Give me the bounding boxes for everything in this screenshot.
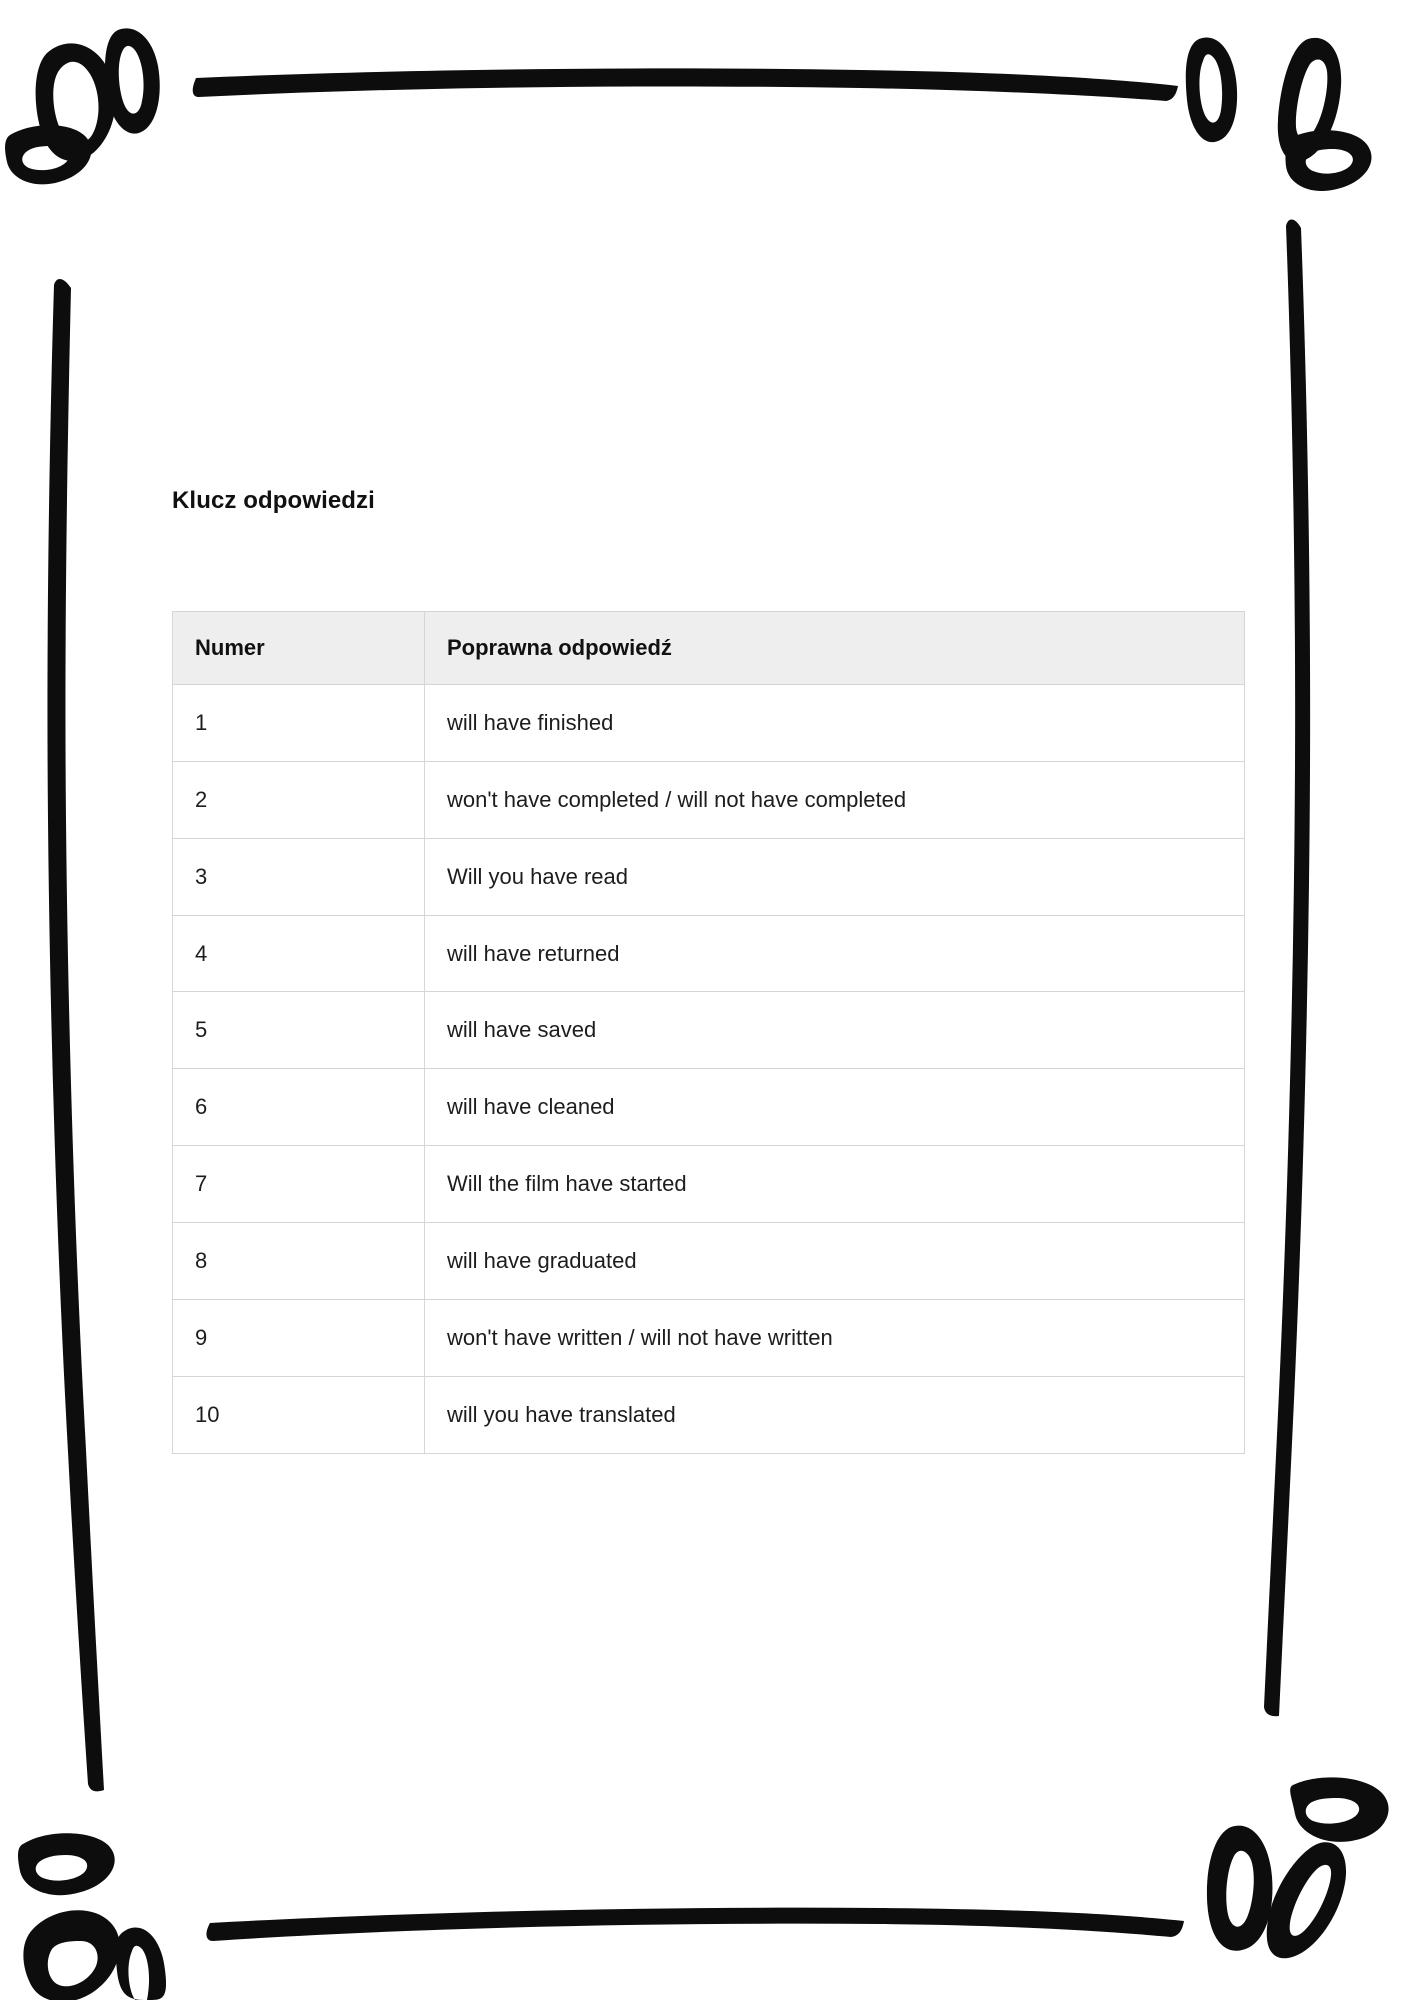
table-header [173, 612, 1245, 685]
cell-poprawna-odpowiedz: Will the film have started [425, 1146, 1245, 1223]
table-row [173, 761, 1245, 838]
cell-poprawna-odpowiedz: will have finished [425, 684, 1245, 761]
table-row [173, 1146, 1245, 1223]
table-row [173, 1376, 1245, 1453]
page-title: Klucz odpowiedzi [172, 487, 375, 514]
cell-numer: 1 [173, 684, 425, 761]
cell-poprawna-odpowiedz: will have cleaned [425, 1069, 1245, 1146]
table-body [173, 684, 1245, 1453]
answer-key-table [172, 611, 1245, 1454]
table-row [173, 915, 1245, 992]
table-row [173, 1069, 1245, 1146]
cell-poprawna-odpowiedz: Will you have read [425, 838, 1245, 915]
cell-poprawna-odpowiedz: won't have completed / will not have completed [425, 761, 1245, 838]
cell-numer: 3 [173, 838, 425, 915]
cell-numer: 2 [173, 761, 425, 838]
table-row [173, 838, 1245, 915]
table-row [173, 1300, 1245, 1377]
cell-numer: 10 [173, 1376, 425, 1453]
cell-numer: 7 [173, 1146, 425, 1223]
column-header-numer: Numer [173, 612, 425, 685]
cell-numer: 8 [173, 1223, 425, 1300]
cell-poprawna-odpowiedz: will you have translated [425, 1376, 1245, 1453]
table-row [173, 992, 1245, 1069]
table-header-row [173, 612, 1245, 685]
cell-poprawna-odpowiedz: will have returned [425, 915, 1245, 992]
cell-numer: 5 [173, 992, 425, 1069]
table-row [173, 1223, 1245, 1300]
cell-poprawna-odpowiedz: won't have written / will not have written [425, 1300, 1245, 1377]
cell-numer: 4 [173, 915, 425, 992]
cell-poprawna-odpowiedz: will have graduated [425, 1223, 1245, 1300]
answer-key-table-container [172, 611, 1244, 1454]
cell-numer: 9 [173, 1300, 425, 1377]
cell-numer: 6 [173, 1069, 425, 1146]
column-header-poprawna-odpowiedz: Poprawna odpowiedź [425, 612, 1245, 685]
cell-poprawna-odpowiedz: will have saved [425, 992, 1245, 1069]
table-row [173, 684, 1245, 761]
